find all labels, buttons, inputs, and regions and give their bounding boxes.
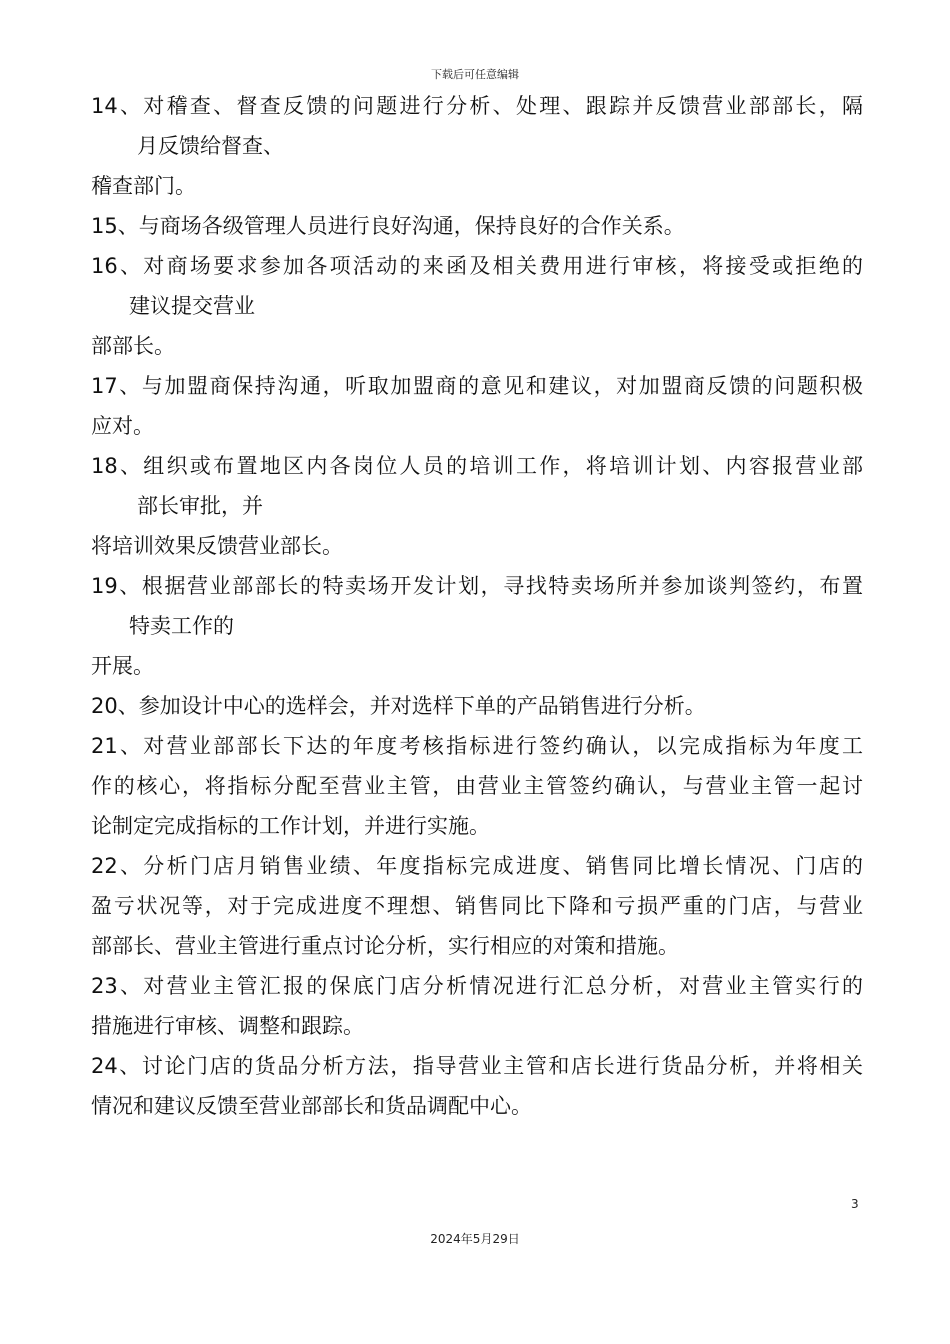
text-line: 部长审批，并 (137, 494, 263, 518)
text-line: 将培训效果反馈营业部长。 (91, 534, 343, 558)
text-line: 建议提交营业 (129, 294, 255, 318)
text-line: 特卖工作的 (129, 614, 234, 638)
text-line: 部部长。 (91, 334, 175, 358)
text-line: 16、对商场要求参加各项活动的来函及相关费用进行审核，将接受或拒绝的 (91, 254, 863, 278)
text-line: 15、与商场各级管理人员进行良好沟通，保持良好的合作关系。 (91, 214, 685, 238)
text-line: 月反馈给督查、 (137, 134, 284, 158)
text-line: 21、对营业部部长下达的年度考核指标进行签约确认，以完成指标为年度工 (91, 734, 863, 758)
text-line: 17、与加盟商保持沟通，听取加盟商的意见和建议，对加盟商反馈的问题积极 (91, 374, 863, 398)
text-line: 18、组织或布置地区内各岗位人员的培训工作，将培训计划、内容报营业部 (91, 454, 863, 478)
text-line: 情况和建议反馈至营业部部长和货品调配中心。 (91, 1094, 532, 1118)
text-line: 14、对稽查、督查反馈的问题进行分析、处理、跟踪并反馈营业部部长，隔 (91, 94, 863, 118)
text-line: 措施进行审核、调整和跟踪。 (91, 1014, 364, 1038)
text-line: 22、分析门店月销售业绩、年度指标完成进度、销售同比增长情况、门店的 (91, 854, 863, 878)
text-line: 24、讨论门店的货品分析方法，指导营业主管和店长进行货品分析，并将相关 (91, 1054, 863, 1078)
text-line: 论制定完成指标的工作计划，并进行实施。 (91, 814, 490, 838)
document-body (91, 86, 863, 1126)
text-line: 19、根据营业部部长的特卖场开发计划，寻找特卖场所并参加谈判签约，布置 (91, 574, 863, 598)
text-line: 20、参加设计中心的选样会，并对选样下单的产品销售进行分析。 (91, 694, 706, 718)
page-number: 3 (851, 1197, 859, 1211)
page-header-note: 下载后可任意编辑 (431, 68, 519, 81)
footer-date: 2024年5月29日 (430, 1232, 520, 1246)
text-line: 作的核心，将指标分配至营业主管，由营业主管签约确认，与营业主管一起讨 (91, 774, 863, 798)
text-line: 盈亏状况等，对于完成进度不理想、销售同比下降和亏损严重的门店，与营业 (91, 894, 863, 918)
text-line: 部部长、营业主管进行重点讨论分析，实行相应的对策和措施。 (91, 934, 679, 958)
text-line: 开展。 (91, 654, 154, 678)
text-line: 稽查部门。 (91, 174, 196, 198)
text-line: 23、对营业主管汇报的保底门店分析情况进行汇总分析，对营业主管实行的 (91, 974, 863, 998)
text-line: 应对。 (91, 414, 154, 438)
